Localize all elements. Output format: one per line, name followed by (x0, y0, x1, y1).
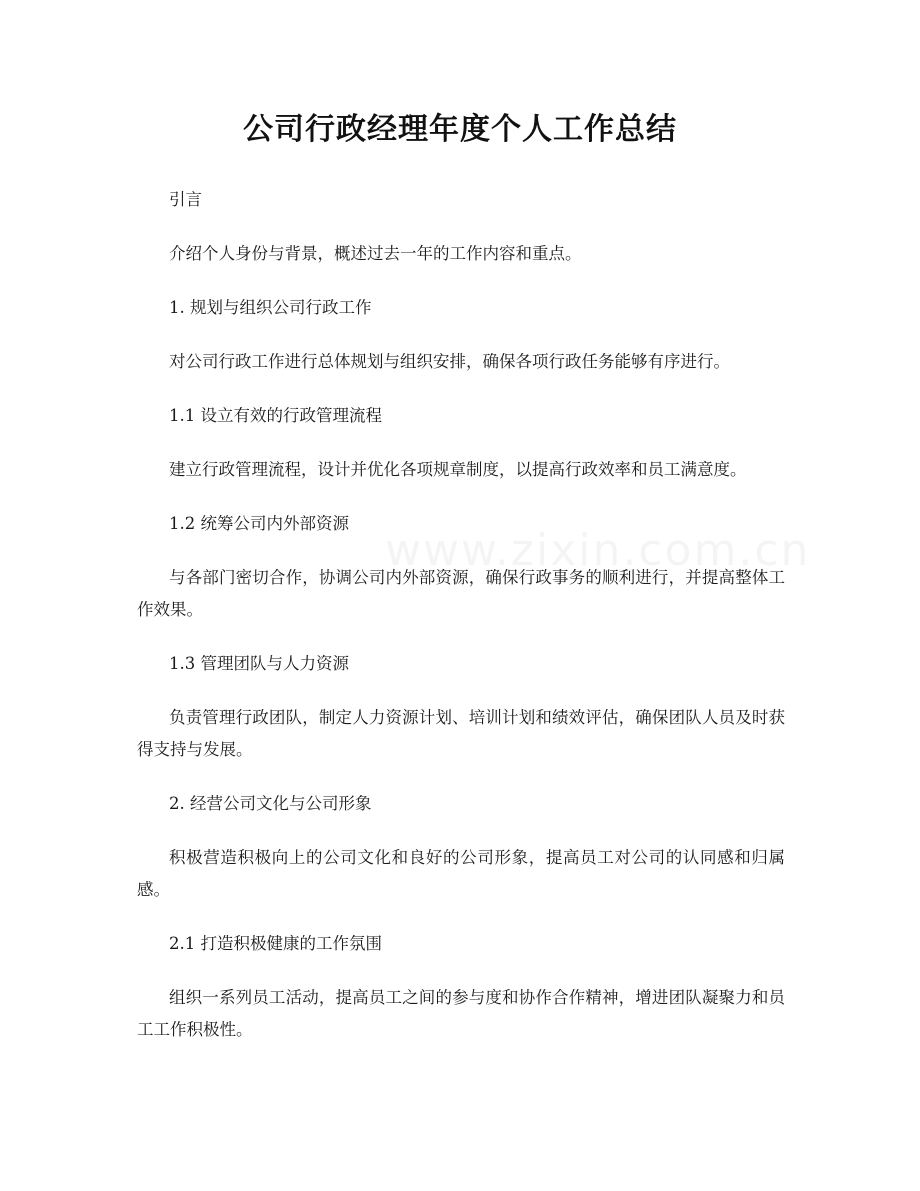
paragraph-1: 对公司行政工作进行总体规划与组织安排，确保各项行政任务能够有序进行。 (169, 352, 730, 371)
document-body (137, 184, 785, 1068)
paragraph-2: 积极营造积极向上的公司文化和良好的公司形象，提高员工对公司的认同感和归属感。 (137, 848, 785, 899)
paragraph-1-2: 与各部门密切合作，协调公司内外部资源，确保行政事务的顺利进行，并提高整体工作效果。 (137, 568, 785, 619)
paragraph-1-1: 建立行政管理流程，设计并优化各项规章制度，以提高行政效率和员工满意度。 (169, 460, 747, 479)
section-heading-1: 1. 规划与组织公司行政工作 (169, 298, 372, 317)
section-heading-1-3: 1.3 管理团队与人力资源 (169, 654, 349, 673)
paragraph-1-3: 负责管理行政团队，制定人力资源计划、培训计划和绩效评估，确保团队人员及时获得支持与发展。 (137, 708, 785, 759)
section-heading-2-1: 2.1 打造积极健康的工作氛围 (169, 934, 382, 953)
section-heading-2: 2. 经营公司文化与公司形象 (169, 794, 372, 813)
section-heading-1-1: 1.1 设立有效的行政管理流程 (169, 406, 382, 425)
section-heading-intro: 引言 (169, 190, 202, 209)
paragraph-intro: 介绍个人身份与背景，概述过去一年的工作内容和重点。 (169, 244, 582, 263)
section-heading-1-2: 1.2 统筹公司内外部资源 (169, 514, 349, 533)
document-title: 公司行政经理年度个人工作总结 (243, 112, 677, 147)
paragraph-2-1: 组织一系列员工活动，提高员工之间的参与度和协作合作精神，增进团队凝聚力和员工工作积极性。 (137, 988, 785, 1039)
